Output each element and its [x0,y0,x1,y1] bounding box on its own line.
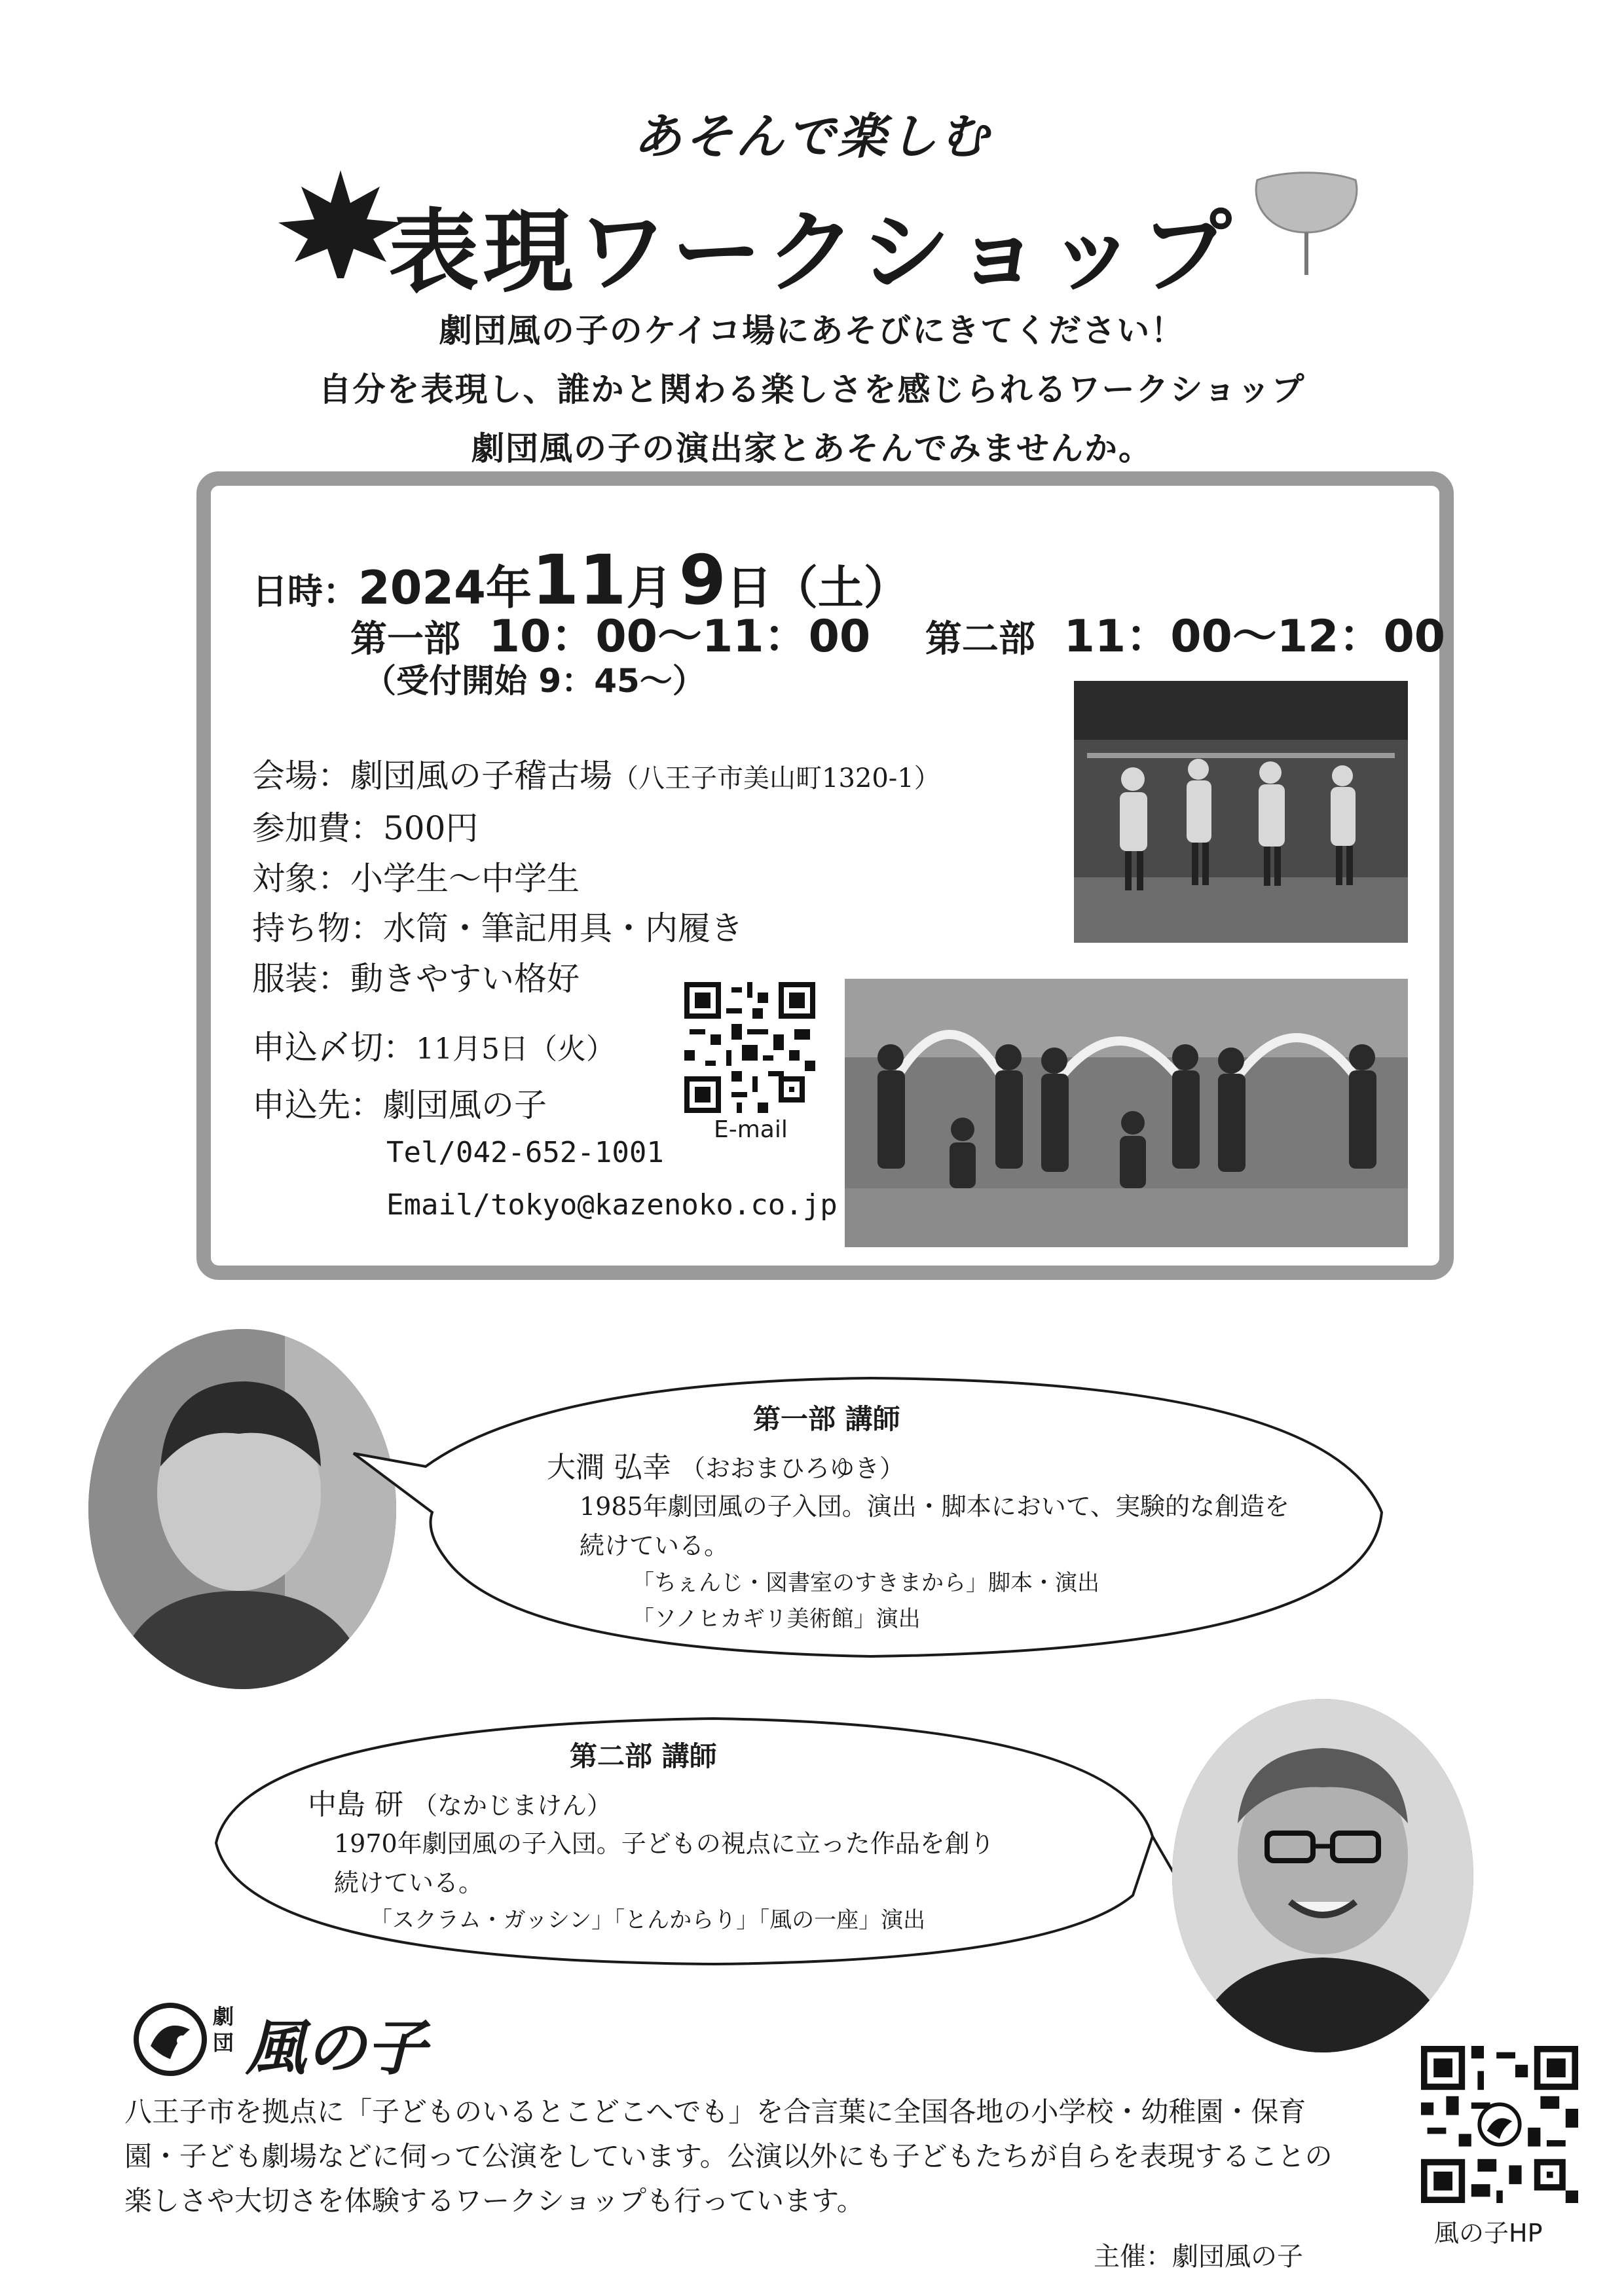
clothes-value: 動きやすい格好 [350,960,580,998]
venue-label: 会場： [252,757,350,795]
fee-label: 参加費： [252,809,383,847]
fee-row [252,802,478,849]
bring-row [252,902,743,949]
instructor2-work-1: 「スクラム・ガッシン」「とんからり」「風の一座」演出 [370,1907,926,1933]
instructor1-bio-2: 続けている。 [580,1531,729,1560]
kazenoko-logo-icon [131,2000,210,2079]
deadline-row [252,1021,615,1068]
date-day: 9 [678,540,726,620]
instructor1-work-2: 「ソノヒカギリ美術館」演出 [632,1606,921,1632]
instructor2-bio-2: 続けている。 [334,1868,484,1897]
date-month-unit: 月 [626,561,673,615]
apply-label: 申込先： [252,1086,383,1124]
description-line-3: 楽しさや大切さを体験するワークショップも行っています。 [124,2185,864,2217]
homepage-qr-code[interactable] [1421,2046,1578,2203]
intro-line-3: 劇団風の子の演出家とあそんでみませんか。 [471,429,1153,467]
organizer: 主催：劇団風の子 [1094,2242,1303,2272]
instructor1-name: 大澗 弘幸 [547,1451,671,1484]
date-label: 日時： [252,571,358,612]
bring-label: 持ち物： [252,909,383,947]
description-line-2: 園・子ども劇場などに伺って公演をしています。公演以外にも子どもたちが自らを表現することの [124,2140,1333,2172]
instructor2-photo [1172,1699,1473,2052]
instructor2-reading: （なかじまけん） [413,1791,612,1820]
target-value: 小学生～中学生 [350,860,580,898]
instructor1-bio-1: 1985年劇団風の子入団。演出・脚本において、実験的な創造を [580,1492,1289,1521]
email-qr-code[interactable] [684,982,815,1113]
venue-address: （八王子市美山町1320-1） [612,763,940,793]
apply-value: 劇団風の子 [383,1086,547,1124]
session2-label: 第二部 [925,618,1035,661]
ginkgo-leaf-icon [1244,167,1369,278]
logo-name: 風の子 [246,2013,427,2083]
tel: Tel/042-652-1001 [386,1136,664,1169]
date-year: 2024年 [358,561,532,615]
venue-value: 劇団風の子稽古場 [350,757,612,795]
hp-caption: 風の子HP [1434,2219,1543,2248]
instructor1-heading: 第一部 講師 [753,1403,900,1435]
workshop-photo-1 [1074,681,1408,943]
instructor1-work-1: 「ちぇんじ・図書室のすきまから」脚本・演出 [632,1570,1099,1596]
date-month: 11 [531,540,627,620]
instructor2-bio-1: 1970年劇団風の子入団。子どもの視点に立った作品を創り [334,1829,995,1858]
target-label: 対象： [252,860,350,898]
intro-line-1: 劇団風の子のケイコ場にあそびにきてください！ [439,312,1185,350]
apply-row [252,1079,547,1126]
venue-row [252,750,940,797]
session1-label: 第一部 [350,618,460,661]
email[interactable]: Email/tokyo@kazenoko.co.jp [386,1188,838,1222]
workshop-photo-2 [845,979,1408,1247]
session2-time: 11：00～12：00 [1063,611,1446,663]
instructor1-reading: （おおまひろゆき） [680,1454,905,1483]
clothes-label: 服装： [252,960,350,998]
logo-small-text: 劇団 [213,2004,234,2055]
instructor2-name-row [308,1781,612,1823]
instructor2-heading: 第二部 講師 [570,1740,717,1772]
fee-value: 500円 [383,809,479,847]
instructor2-name: 中島 研 [308,1788,403,1821]
qr-caption: E-mail [714,1116,788,1143]
description-line-1: 八王子市を拠点に「子どものいるとこどこへでも」を合言葉に全国各地の小学校・幼稚園・保育 [124,2096,1306,2128]
session1-time: 10：00～11：00 [489,611,871,663]
clothes-row [252,953,580,1000]
instructor1-name-row [547,1444,904,1485]
date-weekday: （土） [771,561,910,615]
deadline-label: 申込〆切： [252,1029,416,1066]
subtitle: あそんで楽しむ [633,109,991,165]
reception-time: （受付開始 9：45～） [363,662,705,700]
intro-line-2: 自分を表現し、誰かと関わる楽しさを感じられるワークショップ [318,371,1306,409]
date-day-unit: 日 [726,561,772,615]
bring-value: 水筒・筆記用具・内履き [383,909,743,947]
target-row [252,852,580,900]
deadline-value: 11月5日（火） [416,1032,615,1066]
title: 表現ワークショップ [388,200,1236,305]
